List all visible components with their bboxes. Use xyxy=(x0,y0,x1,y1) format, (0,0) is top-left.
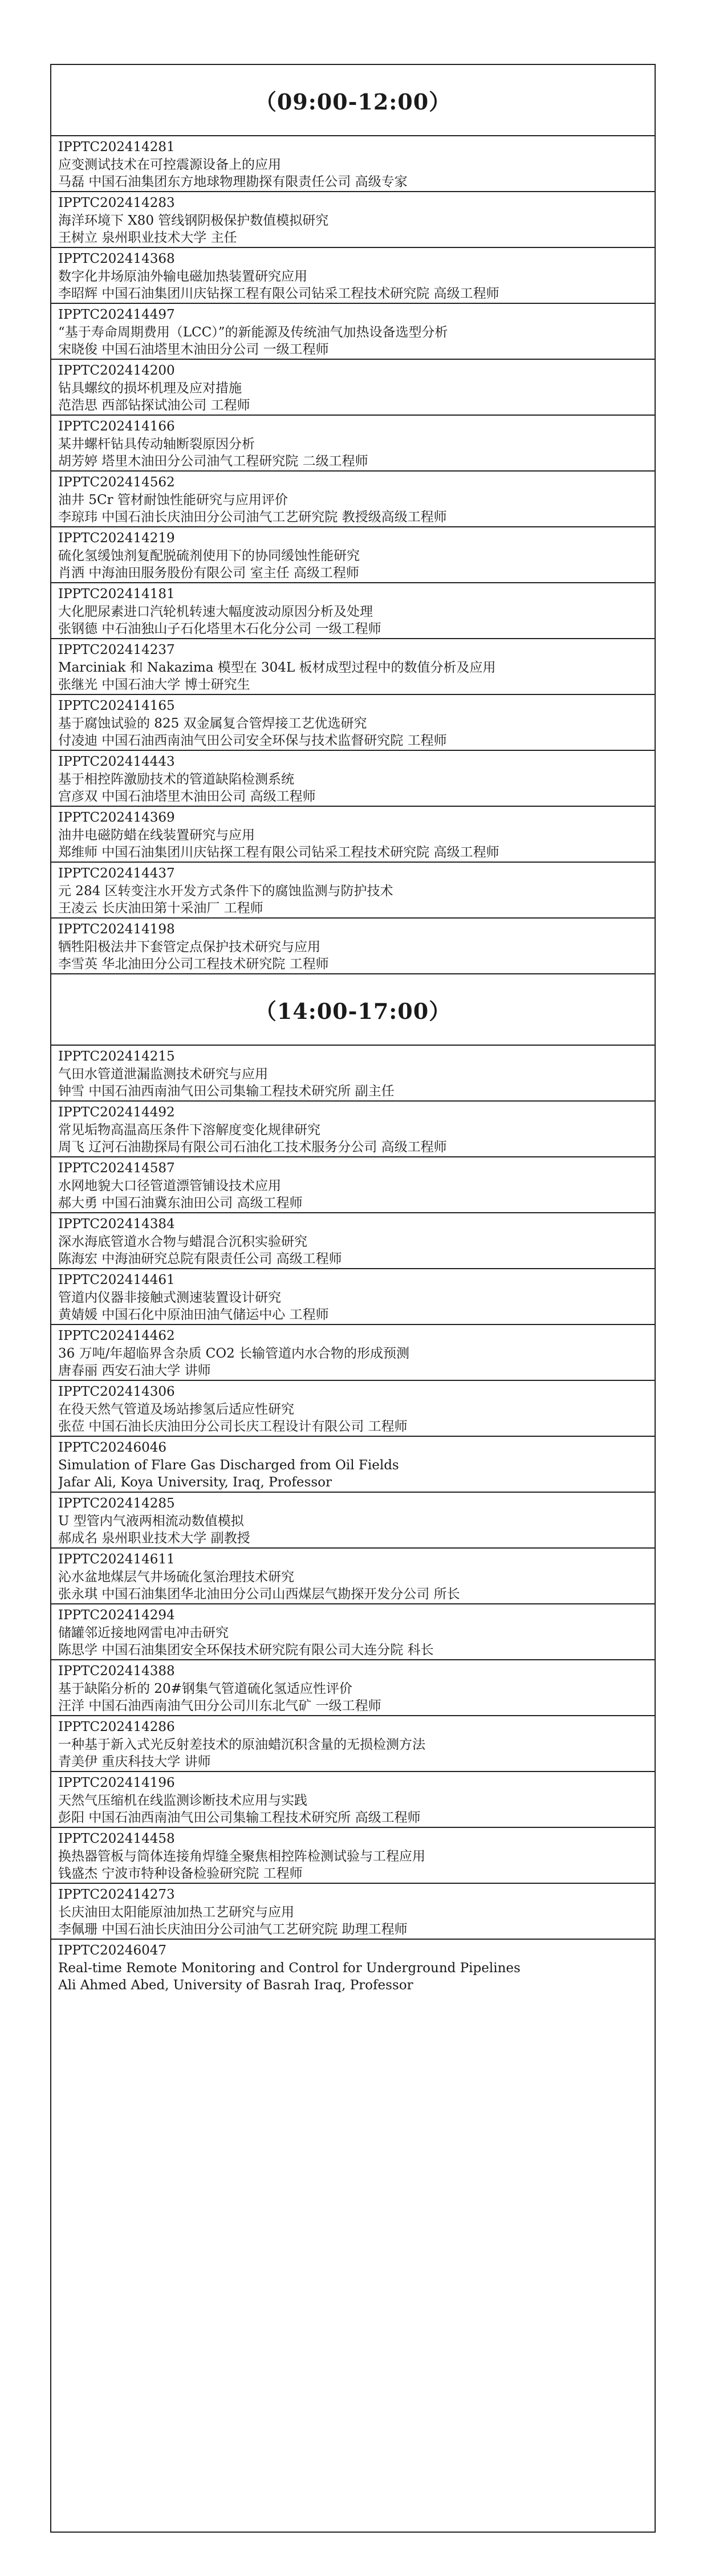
paper-title: 数字化井场原油外输电磁加热装置研究应用 xyxy=(58,269,307,284)
paper-title: 基于腐蚀试验的 825 双金属复合管焊接工艺优选研究 xyxy=(58,716,367,731)
paper-author: Jafar Ali, Koya University, Iraq, Professor xyxy=(58,1475,332,1490)
paper-entry xyxy=(51,416,655,472)
paper-id: IPPTC20246047 xyxy=(58,1943,167,1958)
paper-author: 彭阳 中国石油西南油气田公司集输工程技术研究所 高级工程师 xyxy=(58,1810,421,1825)
paper-id: IPPTC202414587 xyxy=(58,1161,175,1176)
paper-entry xyxy=(51,1102,655,1157)
paper-id: IPPTC202414281 xyxy=(58,140,175,155)
paper-author: 周飞 辽河石油勘探局有限公司石油化工技术服务分公司 高级工程师 xyxy=(58,1140,447,1155)
paper-title: 常见垢物高温高压条件下溶解度变化规律研究 xyxy=(58,1122,320,1137)
paper-entry xyxy=(51,1213,655,1269)
paper-entry xyxy=(51,1828,655,1884)
paper-title: 海洋环境下 X80 管线钢阴极保护数值模拟研究 xyxy=(58,213,329,228)
paper-id: IPPTC202414611 xyxy=(58,1552,175,1567)
paper-entry xyxy=(51,192,655,248)
paper-title: 油井 5Cr 管材耐蚀性能研究与应用评价 xyxy=(58,492,288,507)
paper-entry xyxy=(51,1046,655,1102)
paper-author: 钱盛杰 宁波市特种设备检验研究院 工程师 xyxy=(58,1866,303,1881)
paper-author: 郝大勇 中国石油冀东油田公司 高级工程师 xyxy=(58,1196,303,1210)
paper-author: 张继光 中国石油大学 博士研究生 xyxy=(58,677,250,692)
paper-id: IPPTC202414283 xyxy=(58,196,175,210)
paper-id: IPPTC202414286 xyxy=(58,1720,175,1734)
paper-title: 油井电磁防蜡在线装置研究与应用 xyxy=(58,827,255,843)
paper-title: 一种基于新入式光反射差技术的原油蜡沉积含量的无损检测方法 xyxy=(58,1737,425,1752)
paper-id: IPPTC202414219 xyxy=(58,531,175,546)
paper-title: 天然气压缩机在线监测诊断技术应用与实践 xyxy=(58,1793,307,1808)
paper-id: IPPTC202414462 xyxy=(58,1328,175,1343)
paper-entry xyxy=(51,1716,655,1772)
paper-title: “基于寿命周期费用（LCC）”的新能源及传统油气加热设备选型分析 xyxy=(58,324,448,340)
paper-author: 唐春丽 西安石油大学 讲师 xyxy=(58,1363,211,1378)
paper-title: 储罐邻近接地网雷电冲击研究 xyxy=(58,1625,229,1640)
paper-title: 元 284 区转变注水开发方式条件下的腐蚀监测与防护技术 xyxy=(58,883,393,899)
paper-author: Ali Ahmed Abed, University of Basrah Iraq, Professor xyxy=(58,1978,413,1993)
paper-entry xyxy=(51,639,655,695)
schedule-table xyxy=(50,64,656,2533)
paper-title: 沁水盆地煤层气井场硫化氢治理技术研究 xyxy=(58,1569,294,1584)
paper-title: 基于缺陷分析的 20#钢集气管道硫化氢适应性评价 xyxy=(58,1681,352,1696)
paper-title: 大化肥尿素进口汽轮机转速大幅度波动原因分析及处理 xyxy=(58,604,373,619)
paper-id: IPPTC202414388 xyxy=(58,1664,175,1679)
paper-author: 王树立 泉州职业技术大学 主任 xyxy=(58,230,237,245)
paper-title: 气田水管道泄漏监测技术研究与应用 xyxy=(58,1066,268,1082)
paper-id: IPPTC202414200 xyxy=(58,363,175,378)
paper-entry xyxy=(51,527,655,583)
paper-id: IPPTC202414196 xyxy=(58,1775,175,1790)
paper-entry xyxy=(51,1157,655,1213)
paper-author: 张钢德 中石油独山子石化塔里木石化分公司 一级工程师 xyxy=(58,621,381,636)
paper-id: IPPTC202414461 xyxy=(58,1273,175,1287)
paper-entry xyxy=(51,583,655,639)
paper-id: IPPTC202414458 xyxy=(58,1831,175,1846)
paper-id: IPPTC202414273 xyxy=(58,1887,175,1902)
paper-entry xyxy=(51,1325,655,1381)
paper-author: 胡芳婷 塔里木油田分公司油气工程研究院 二级工程师 xyxy=(58,454,368,469)
paper-entry xyxy=(51,1604,655,1660)
paper-entry xyxy=(51,1493,655,1549)
paper-author: 郑维师 中国石油集团川庆钻探工程有限公司钻采工程技术研究院 高级工程师 xyxy=(58,845,499,860)
paper-entry xyxy=(51,304,655,360)
session-header: （09:00-12:00） xyxy=(51,65,655,136)
paper-id: IPPTC202414237 xyxy=(58,643,175,657)
paper-title: 深水海底管道水合物与蜡混合沉积实验研究 xyxy=(58,1234,307,1249)
paper-entry xyxy=(51,1884,655,1940)
paper-title: 管道内仪器非接触式测速装置设计研究 xyxy=(58,1290,281,1305)
paper-title: 在役天然气管道及场站掺氢后适应性研究 xyxy=(58,1401,294,1417)
paper-title: 基于相控阵激励技术的管道缺陷检测系统 xyxy=(58,771,294,787)
paper-id: IPPTC202414492 xyxy=(58,1105,175,1120)
paper-entry xyxy=(51,1940,655,1997)
paper-author: 李昭辉 中国石油集团川庆钻探工程有限公司钻采工程技术研究院 高级工程师 xyxy=(58,286,499,301)
paper-id: IPPTC202414215 xyxy=(58,1049,175,1064)
paper-title: 应变测试技术在可控震源设备上的应用 xyxy=(58,157,281,172)
paper-entry xyxy=(51,1437,655,1493)
paper-id: IPPTC202414497 xyxy=(58,307,175,322)
paper-entry xyxy=(51,472,655,527)
paper-id: IPPTC202414369 xyxy=(58,810,175,825)
paper-entry xyxy=(51,863,655,919)
paper-title: 36 万吨/年超临界含杂质 CO2 长输管道内水合物的形成预测 xyxy=(58,1346,410,1361)
paper-entry xyxy=(51,1549,655,1604)
paper-author: 马磊 中国石油集团东方地球物理勘探有限责任公司 高级专家 xyxy=(58,174,408,189)
paper-author: 付凌迪 中国石油西南油气田公司安全环保与技术监督研究院 工程师 xyxy=(58,733,447,748)
paper-title: 牺牲阳极法井下套管定点保护技术研究与应用 xyxy=(58,939,320,954)
paper-title: U 型管内气液两相流动数值模拟 xyxy=(58,1513,244,1529)
paper-author: 宋晓俊 中国石油塔里木油田分公司 一级工程师 xyxy=(58,342,329,357)
paper-title: Marciniak 和 Nakazima 模型在 304L 板材成型过程中的数值分析及应用 xyxy=(58,660,496,675)
paper-entry xyxy=(51,1660,655,1716)
paper-title: 某井螺杆钻具传动轴断裂原因分析 xyxy=(58,436,255,452)
session-header: （14:00-17:00） xyxy=(51,974,655,1046)
paper-id: IPPTC202414443 xyxy=(58,754,175,769)
paper-title: 长庆油田太阳能原油加热工艺研究与应用 xyxy=(58,1904,294,1920)
paper-author: 李琼玮 中国石油长庆油田分公司油气工艺研究院 教授级高级工程师 xyxy=(58,510,447,525)
paper-title: Real-time Remote Monitoring and Control for Underground Pipelines xyxy=(58,1960,521,1976)
paper-entry xyxy=(51,1772,655,1828)
paper-entry xyxy=(51,360,655,416)
paper-entry xyxy=(51,751,655,807)
paper-entry xyxy=(51,136,655,192)
paper-author: 李佩珊 中国石油长庆油田分公司油气工艺研究院 助理工程师 xyxy=(58,1922,408,1937)
paper-id: IPPTC202414285 xyxy=(58,1496,175,1511)
paper-id: IPPTC202414562 xyxy=(58,475,175,490)
paper-title: 水网地貌大口径管道漂管铺设技术应用 xyxy=(58,1178,281,1193)
paper-title: Simulation of Flare Gas Discharged from Oil Fields xyxy=(58,1457,399,1473)
paper-entry xyxy=(51,695,655,751)
paper-author: 肖洒 中海油田服务股份有限公司 室主任 高级工程师 xyxy=(58,566,359,580)
paper-id: IPPTC202414294 xyxy=(58,1608,175,1623)
paper-entry xyxy=(51,1381,655,1437)
paper-id: IPPTC202414384 xyxy=(58,1217,175,1232)
paper-author: 宫彦双 中国石油塔里木油田公司 高级工程师 xyxy=(58,789,316,804)
paper-author: 王凌云 长庆油田第十采油厂 工程师 xyxy=(58,901,263,916)
paper-entry xyxy=(51,1269,655,1325)
paper-id: IPPTC202414198 xyxy=(58,922,175,937)
paper-id: IPPTC202414181 xyxy=(58,587,175,602)
paper-author: 范浩思 西部钻探试油公司 工程师 xyxy=(58,398,250,413)
paper-id: IPPTC202414368 xyxy=(58,251,175,266)
paper-id: IPPTC20246046 xyxy=(58,1440,167,1455)
paper-author: 钟雪 中国石油西南油气田公司集输工程技术研究所 副主任 xyxy=(58,1084,395,1099)
paper-title: 硫化氢缓蚀剂复配脱硫剂使用下的协同缓蚀性能研究 xyxy=(58,548,360,563)
paper-author: 陈海宏 中海油研究总院有限责任公司 高级工程师 xyxy=(58,1252,342,1266)
paper-author: 李雪英 华北油田分公司工程技术研究院 工程师 xyxy=(58,957,329,972)
paper-author: 汪洋 中国石油西南油气田分公司川东北气矿 一级工程师 xyxy=(58,1699,381,1713)
paper-id: IPPTC202414165 xyxy=(58,698,175,713)
paper-author: 黄婧媛 中国石化中原油田油气储运中心 工程师 xyxy=(58,1307,329,1322)
paper-id: IPPTC202414437 xyxy=(58,866,175,881)
paper-title: 钻具螺纹的损坏机理及应对措施 xyxy=(58,380,242,396)
paper-entry xyxy=(51,248,655,304)
paper-entry xyxy=(51,919,655,974)
paper-id: IPPTC202414166 xyxy=(58,419,175,434)
paper-author: 张莅 中国石油长庆油田分公司长庆工程设计有限公司 工程师 xyxy=(58,1419,408,1434)
paper-id: IPPTC202414306 xyxy=(58,1384,175,1399)
paper-author: 青美伊 重庆科技大学 讲师 xyxy=(58,1754,211,1769)
paper-entry xyxy=(51,807,655,863)
paper-title: 换热器管板与筒体连接角焊缝全聚焦相控阵检测试验与工程应用 xyxy=(58,1848,425,1864)
paper-author: 郝成名 泉州职业技术大学 副教授 xyxy=(58,1531,250,1546)
paper-author: 陈思学 中国石油集团安全环保技术研究院有限公司大连分院 科长 xyxy=(58,1643,434,1657)
paper-author: 张永琪 中国石油集团华北油田分公司山西煤层气勘探开发分公司 所长 xyxy=(58,1587,460,1602)
